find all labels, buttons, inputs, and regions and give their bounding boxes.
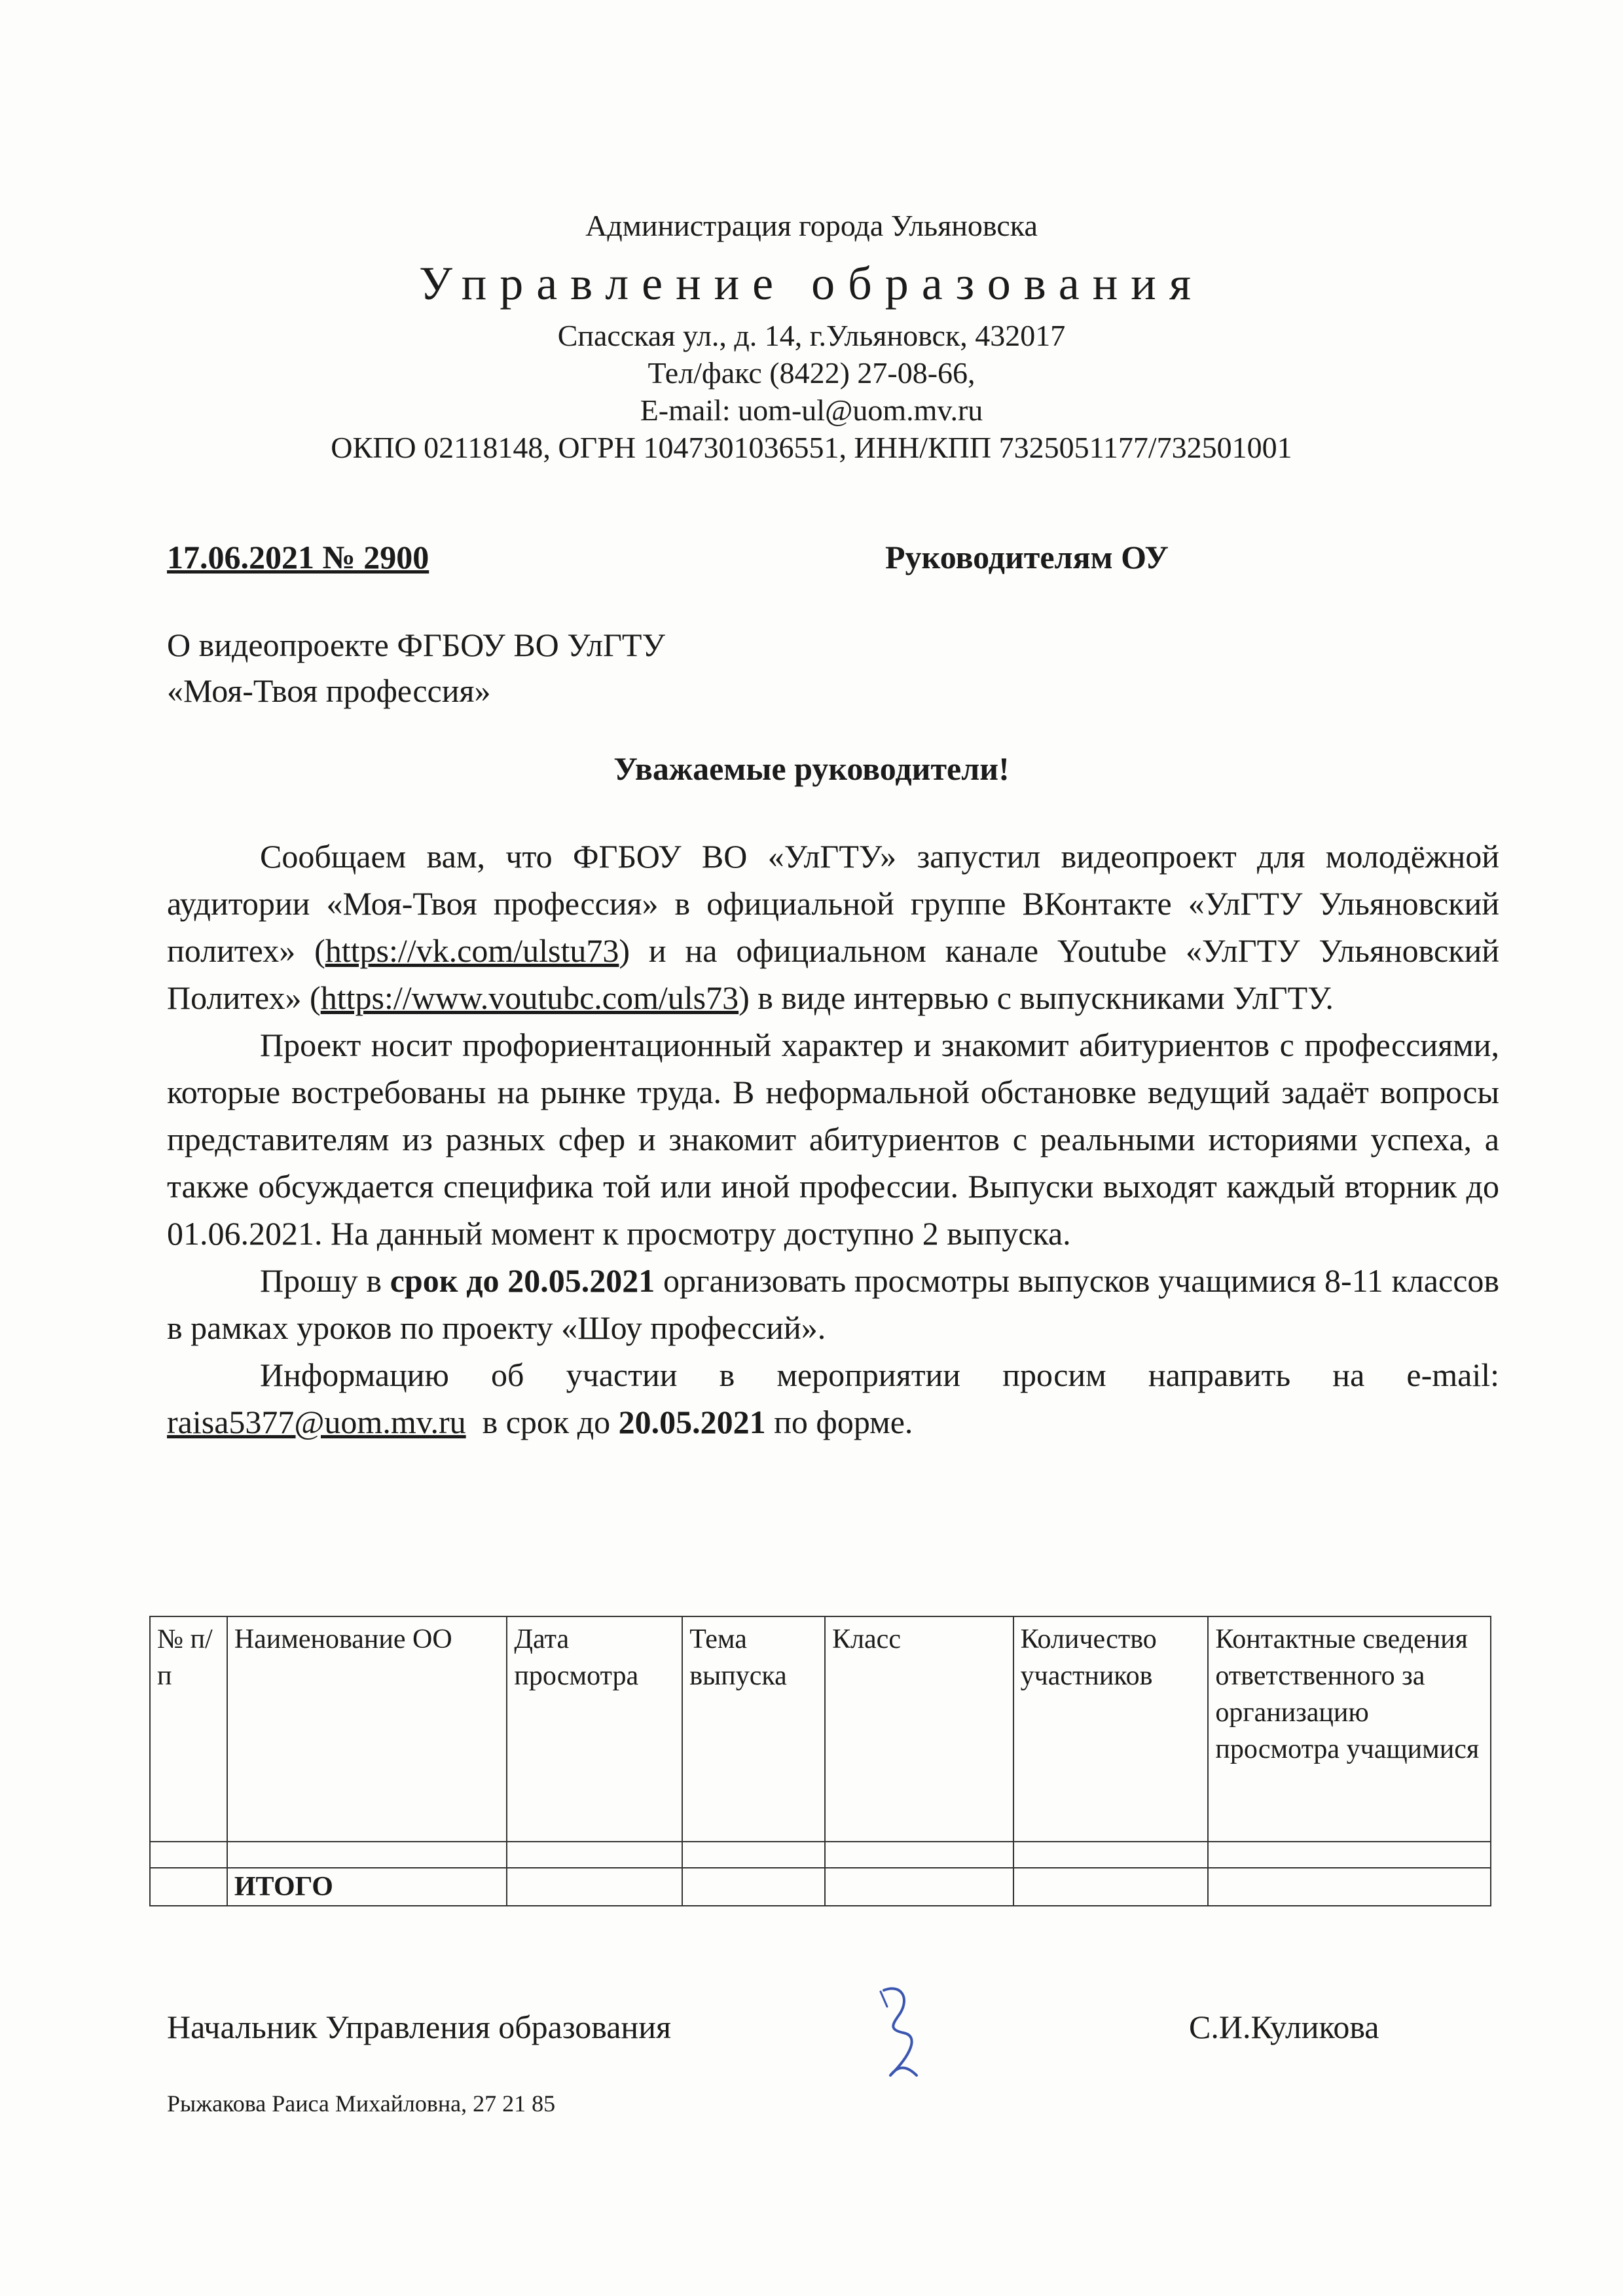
- table-cell: [150, 1842, 227, 1868]
- handwritten-signature: [864, 1977, 943, 2082]
- table-cell: [682, 1842, 825, 1868]
- paragraph-3-text-b: организовать просмотры выпусков учащимися 8-11 классов в рамках уроков по проекту «Шоу профессий».: [167, 1262, 1499, 1346]
- paragraph-4-text-b: в срок до: [465, 1404, 619, 1440]
- table-cell: [227, 1842, 507, 1868]
- paragraph-1-text-b: ) и на официальном канале Youtube «УлГТУ Ульяновский Политех» (: [167, 932, 1499, 1016]
- executor-contact: Рыжакова Раиса Михайловна, 27 21 85: [167, 2090, 556, 2117]
- subject-line-2: «Моя-Твоя профессия»: [167, 672, 491, 709]
- address: Спасская ул., д. 14, г.Ульяновск, 432017: [557, 319, 1066, 352]
- table-cell: [825, 1868, 1013, 1906]
- table-total-row: [150, 1868, 1491, 1906]
- report-form-table: [149, 1616, 1491, 1906]
- table-cell: [150, 1868, 227, 1906]
- email: E-mail: uom-ul@uom.mv.ru: [640, 393, 983, 427]
- phone: Тел/факс (8422) 27-08-66,: [647, 356, 976, 390]
- header-cell-contacts: Контактные сведения ответственного за организацию просмотра учащимися: [1208, 1616, 1491, 1842]
- header-cell-class: Класс: [825, 1616, 1013, 1842]
- report-email-link[interactable]: raisa5377@uom.mv.ru: [167, 1404, 466, 1440]
- header-cell-org-name: Наименование ОО: [227, 1616, 507, 1842]
- subject-line-1: О видеопроекте ФГБОУ ВО УлГТУ: [167, 627, 665, 663]
- paragraph-4: [167, 1351, 1499, 1446]
- total-label: ИТОГО: [227, 1868, 507, 1906]
- table-header-row: [150, 1616, 1491, 1842]
- signatory-position: Начальник Управления образования: [167, 2009, 671, 2045]
- paragraph-1: [167, 833, 1499, 1021]
- greeting: Уважаемые руководители!: [613, 750, 1010, 787]
- header-cell-episode-topic: Тема выпуска: [682, 1616, 825, 1842]
- report-deadline-bold: 20.05.2021: [618, 1404, 766, 1440]
- deadline-bold: срок до 20.05.2021: [390, 1262, 655, 1299]
- table-cell: [1013, 1868, 1209, 1906]
- header-cell-number: № п/п: [150, 1616, 227, 1842]
- letter-body: [167, 833, 1499, 1446]
- table-cell: [682, 1868, 825, 1906]
- table-cell: [507, 1868, 682, 1906]
- paragraph-2: Проект носит профориентационный характер и знакомит абитуриентов с профессиями, которые востребованы на рынке труда. В неформальной обстановке ведущий задаёт вопросы представителям из разных сфер и знакомит абитуриентов с реальными историями успеха, а также обсуждается специфика той или иной профессии. Выпуски выходят каждый вторник до 01.06.2021. На данный момент к просмотру доступно 2 выпуска.: [167, 1027, 1499, 1252]
- header-cell-view-date: Дата просмотра: [507, 1616, 682, 1842]
- subject: [167, 622, 665, 714]
- vk-link[interactable]: https://vk.com/ulstu73: [325, 932, 619, 969]
- table-cell: [825, 1842, 1013, 1868]
- paragraph-3-text-a: Прошу в: [260, 1262, 390, 1299]
- registry-codes: ОКПО 02118148, ОГРН 1047301036551, ИНН/КПП 7325051177/732501001: [331, 431, 1292, 464]
- paragraph-4-text-c: по форме.: [765, 1404, 913, 1440]
- youtube-link[interactable]: https://www.voutubc.com/uls73: [320, 979, 739, 1016]
- paragraph-1-text-a: Сообщаем вам, что ФГБОУ ВО «УлГТУ» запустил видеопроект для молодёжной аудитории «Моя-Твоя профессия» в официальной группе ВКонтакте «УлГТУ Ульяновский политех» (: [167, 838, 1499, 969]
- paragraph-3: [167, 1257, 1499, 1351]
- table-cell: [507, 1842, 682, 1868]
- signatory-name: С.И.Куликова: [1189, 2009, 1379, 2045]
- administration-name: Администрация города Ульяновска: [585, 209, 1038, 242]
- addressee: Руководителям ОУ: [885, 539, 1169, 575]
- department-name: Управление образования: [419, 257, 1204, 310]
- paragraph-4-text-a: Информацию об участии в мероприятии просим направить на e-mail:: [260, 1357, 1499, 1393]
- table-cell: [1013, 1842, 1209, 1868]
- letter-number-date: 17.06.2021 № 2900: [167, 539, 429, 575]
- paragraph-1-text-c: ) в виде интервью с выпускниками УлГТУ.: [739, 979, 1334, 1016]
- table-row: [150, 1842, 1491, 1868]
- header-cell-participants: Количество участников: [1013, 1616, 1209, 1842]
- table-cell: [1208, 1868, 1491, 1906]
- table-cell: [1208, 1842, 1491, 1868]
